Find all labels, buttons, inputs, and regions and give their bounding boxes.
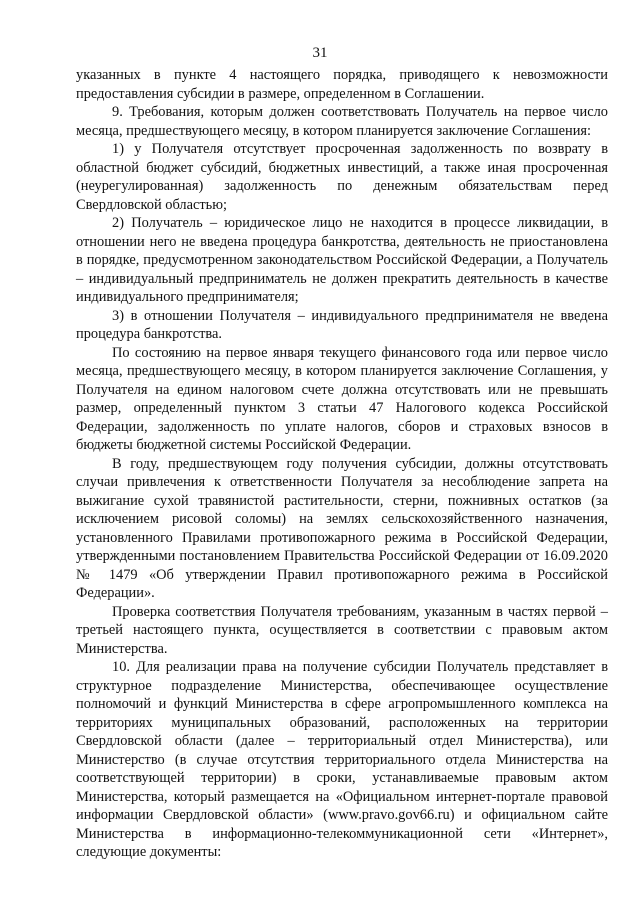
paragraph-tax-debt: По состоянию на первое января текущего финансового года или первое число месяца, предшествующего месяцу, в котором планируется заключение Соглашения, у Получателя на едином налоговом счете должна отсутствовать или не превышать размер, определенный пунктом 3 статьи 47 Налогового кодекса Российской Федерации, задолженность по уплате налогов, сборов и страховых взносов в бюджеты бюджетной системы Российской Федерации. <box>76 344 608 453</box>
paragraph-subitem-2: 2) Получатель – юридическое лицо не находится в процессе ликвидации, в отношении него не введена процедура банкротства, деятельность не приостановлена в порядке, предусмотренном законодательством Российской Федерации, а Получатель – индивидуальный предприниматель не должен прекратить деятельность в качестве индивидуального предпринимателя; <box>76 215 608 305</box>
paragraph-continuation: указанных в пункте 4 настоящего порядка, приводящего к невозможности предоставления субсидии в размере, определенном в Соглашении. <box>76 67 608 102</box>
paragraph-item-10: 10. Для реализации права на получение субсидии Получатель представляет в структурное подразделение Министерства, обеспечивающее осуществление полномочий и функций Министерства в сфере агропромышленного комплекса на территориях муниципальных образований, расположенных на территории Свердловской области (далее – территориальный отдел Министерства), или Министерство (в случае отсутствия территориального отдела Министерства на соответствующей территории) в сроки, устанавливаемые правовым актом Министерства, который размещается на «Официальном интернет-портале правовой информации Свердловской области» (www.pravo.gov66.ru) и официальном сайте Министерства в информационно-телекоммуникационной сети «Интернет», следующие документы: <box>76 659 608 860</box>
paragraph-subitem-3: 3) в отношении Получателя – индивидуального предпринимателя не введена процедура банкротства. <box>76 307 608 342</box>
paragraph-fire-rules: В году, предшествующем году получения субсидии, должны отсутствовать случаи привлечения к ответственности Получателя за несоблюдение запрета на выжигание сухой травянистой растительности, стерни, пожнивных остатков (за исключением рисовой соломы) на землях сельскохозяйственного назначения, установленного Правилами противопожарного режима в Российской Федерации, утвержденными постановлением Правительства Российской Федерации от 16.09.2020 № 1479 «Об утверждении Правил противопожарного режима в Российской Федерации». <box>76 455 608 601</box>
paragraph-verification: Проверка соответствия Получателя требованиям, указанным в частях первой – третьей настоящего пункта, осуществляется в соответствии с правовым актом Министерства. <box>76 603 608 657</box>
page-number: 31 <box>312 45 328 61</box>
document-body <box>76 66 608 862</box>
paragraph-item-9: 9. Требования, которым должен соответствовать Получатель на первое число месяца, предшествующего месяцу, в котором планируется заключение Соглашения: <box>76 104 608 139</box>
paragraph-subitem-1: 1) у Получателя отсутствует просроченная задолженность по возврату в областной бюджет субсидий, бюджетных инвестиций, а также иная просроченная (неурегулированная) задолженность по денежным обязательствам перед Свердловской областью; <box>76 141 608 213</box>
